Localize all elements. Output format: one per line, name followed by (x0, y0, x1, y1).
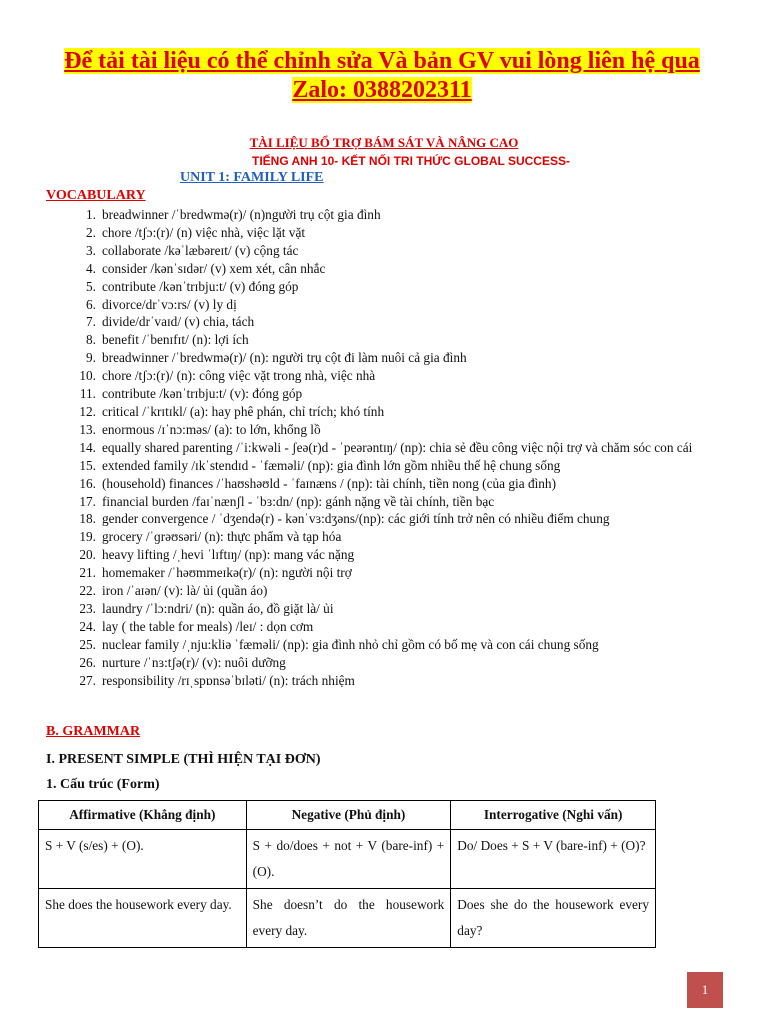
vocabulary-item-number: 7. (86, 314, 96, 330)
vocabulary-item-text: equally shared parenting /ˈi:kwəli - ʃeə(r)d - ˈpeərəntɪŋ/ (np): chia sẻ đều công việc nội trợ và chăm sóc con cái (102, 439, 693, 455)
vocabulary-item (70, 349, 730, 367)
table-row (39, 889, 656, 948)
form-table (38, 800, 656, 948)
unit-title: UNIT 1: FAMILY LIFE (180, 170, 324, 185)
vocabulary-item (70, 457, 730, 475)
table-row (39, 830, 656, 889)
vocabulary-item-text: collaborate /kəˈlæbəreɪt/ (v) cộng tác (102, 242, 299, 258)
vocabulary-item (70, 618, 730, 636)
vocabulary-item-number: 16. (79, 475, 96, 491)
vocabulary-item-number: 4. (86, 260, 96, 276)
grammar-heading: B. GRAMMAR (46, 724, 141, 739)
vocabulary-item-text: heavy lifting /ˌhevi ˈlɪftɪŋ/ (np): mang vác nặng (102, 547, 355, 563)
vocabulary-item (70, 475, 730, 493)
vocabulary-item-number: 18. (79, 511, 96, 527)
vocabulary-item-text: benefit /ˈbenɪfɪt/ (n): lợi ích (102, 332, 249, 348)
vocabulary-item (70, 654, 730, 672)
vocabulary-item-number: 5. (86, 278, 96, 294)
vocabulary-item (70, 385, 730, 403)
vocabulary-item-number: 21. (79, 565, 96, 581)
vocabulary-item-number: 3. (86, 242, 96, 258)
vocabulary-item-number: 13. (79, 421, 96, 437)
vocabulary-item (70, 206, 730, 224)
vocabulary-heading: VOCABULARY (46, 188, 146, 203)
vocabulary-item-text: (household) finances /ˈhaʊshəʊld - ˈfaɪnæns / (np): tài chính, tiền nong (của gia đình) (102, 475, 557, 491)
vocabulary-item-number: 24. (79, 618, 96, 634)
table-cell: She doesn’t do the housework every day. (246, 889, 451, 948)
vocabulary-item (70, 278, 730, 296)
vocabulary-item-text: breadwinner /ˈbredwmə(r)/ (n): người trụ cột đi làm nuôi cả gia đình (102, 350, 467, 366)
vocabulary-item-text: extended family /ɪkˈstendɪd - ˈfæməli/ (np): gia đình lớn gồm nhiều thế hệ chung sống (102, 457, 561, 473)
vocabulary-item-number: 9. (86, 350, 96, 366)
vocabulary-item (70, 493, 730, 511)
table-header-cell: Affirmative (Khẳng định) (39, 801, 247, 830)
table-cell: She does the housework every day. (39, 889, 247, 948)
grammar-subsection-title: 1. Cấu trúc (Form) (46, 777, 160, 792)
vocabulary-item-number: 20. (79, 547, 96, 563)
vocabulary-item (70, 403, 730, 421)
vocabulary-item-text: enormous /ɪˈnɔ:məs/ (a): to lớn, khổng lồ (102, 421, 321, 437)
vocabulary-item-text: consider /kənˈsɪdər/ (v) xem xét, cân nhắc (102, 260, 326, 276)
vocabulary-item-text: contribute /kənˈtrɪbju:t/ (v) đóng góp (102, 278, 299, 294)
vocabulary-item-text: homemaker /ˈhəʊmmeɪkə(r)/ (n): người nội trợ (102, 565, 352, 581)
table-header-cell: Negative (Phủ định) (246, 801, 451, 830)
vocabulary-item-text: laundry /ˈlɔ:ndri/ (n): quần áo, đồ giặt là/ ủi (102, 600, 334, 616)
contact-banner (46, 47, 718, 105)
vocabulary-item-number: 27. (79, 672, 96, 688)
vocabulary-item-text: gender convergence / ˈdʒendə(r) - kənˈvɜ:dʒəns/(np): các giới tính trở nên có nhiều điểm chung (102, 511, 610, 527)
vocabulary-item-text: lay ( the table for meals) /leɪ/ : dọn cơm (102, 618, 314, 634)
vocabulary-item (70, 367, 730, 385)
banner-line-2: Zalo: 0388202311 (292, 77, 472, 103)
vocabulary-item (70, 528, 730, 546)
vocabulary-item (70, 582, 730, 600)
vocabulary-item-text: chore /tʃɔ:(r)/ (n) việc nhà, việc lặt vặt (102, 224, 306, 240)
vocabulary-item-text: financial burden /faɪˈnænʃl - ˈbɜ:dn/ (np): gánh nặng về tài chính, tiền bạc (102, 493, 495, 509)
vocabulary-item-text: nurture /ˈnɜ:tʃə(r)/ (v): nuôi dưỡng (102, 654, 286, 670)
vocabulary-item (70, 313, 730, 331)
page-number-badge: 1 (687, 972, 723, 1008)
vocabulary-item (70, 510, 730, 528)
vocabulary-item (70, 600, 730, 618)
vocabulary-item (70, 421, 730, 439)
vocabulary-item-text: divide/drˈvaɪd/ (v) chia, tách (102, 314, 255, 330)
table-cell: S + do/does + not + V (bare-inf) + (O). (246, 830, 451, 889)
vocabulary-item (70, 296, 730, 314)
vocabulary-item-number: 2. (86, 224, 96, 240)
vocabulary-item-text: iron /ˈaɪən/ (v): là/ ủi (quần áo) (102, 583, 268, 599)
vocabulary-item-number: 26. (79, 654, 96, 670)
vocabulary-item-text: grocery /ˈɡrəʊsəri/ (n): thực phẩm và tạp hóa (102, 529, 342, 545)
vocabulary-item (70, 260, 730, 278)
table-cell: Does she do the housework every day? (451, 889, 656, 948)
vocabulary-item-number: 1. (86, 207, 96, 222)
vocabulary-item-number: 19. (79, 529, 96, 545)
vocabulary-item-number: 17. (79, 493, 96, 509)
vocabulary-item (70, 224, 730, 242)
vocabulary-item (70, 636, 730, 654)
table-cell: S + V (s/es) + (O). (39, 830, 247, 889)
course-title: TIẾNG ANH 10- KẾT NỐI TRI THỨC GLOBAL SUCCESS- (252, 154, 570, 168)
vocabulary-item (70, 672, 730, 690)
vocabulary-item (70, 331, 730, 349)
vocabulary-item-text: nuclear family /ˌnju:kliə ˈfæməli/ (np): gia đình nhỏ chỉ gồm có bố mẹ và con cái chung sống (102, 636, 599, 652)
vocabulary-item-number: 11. (79, 386, 96, 402)
vocabulary-item-text: responsibility /rɪˌspɒnsəˈbɪləti/ (n): trách nhiệm (102, 672, 355, 688)
vocabulary-item-number: 23. (79, 600, 96, 616)
vocabulary-item-number: 6. (86, 296, 96, 312)
table-cell: Do/ Does + S + V (bare-inf) + (O)? (451, 830, 656, 889)
vocabulary-item-number: 8. (86, 332, 96, 348)
vocabulary-item-number: 14. (79, 439, 96, 455)
vocabulary-item-number: 15. (79, 457, 96, 473)
table-header-row (39, 801, 656, 830)
vocabulary-item-number: 10. (79, 368, 96, 384)
vocabulary-item-text: critical /ˈkrɪtɪkl/ (a): hay phê phán, chỉ trích; khó tính (102, 403, 385, 419)
vocabulary-item-text: contribute /kənˈtrɪbju:t/ (v): đóng góp (102, 386, 303, 402)
grammar-section-title: I. PRESENT SIMPLE (THÌ HIỆN TẠI ĐƠN) (46, 752, 321, 767)
vocabulary-item-number: 12. (79, 403, 96, 419)
vocabulary-item (70, 564, 730, 582)
vocabulary-item-number: 22. (79, 583, 96, 599)
vocabulary-item-text: divorce/drˈvɔ:rs/ (v) ly dị (102, 296, 237, 312)
vocabulary-item (70, 439, 730, 457)
vocabulary-item-text: chore /tʃɔ:(r)/ (n): công việc vặt trong nhà, việc nhà (102, 368, 376, 384)
document-subtitle: TÀI LIỆU BỔ TRỢ BÁM SÁT VÀ NÂNG CAO (249, 135, 519, 150)
vocabulary-item (70, 546, 730, 564)
vocabulary-item-text: breadwinner /ˈbredwmə(r)/ (n)người trụ cột gia đình (102, 207, 381, 222)
vocabulary-item (70, 242, 730, 260)
vocabulary-item-number: 25. (79, 636, 96, 652)
banner-line-1: Để tải tài liệu có thể chỉnh sửa Và bản GV vui lòng liên hệ qua (64, 48, 700, 74)
table-header-cell: Interrogative (Nghi vấn) (451, 801, 656, 830)
vocabulary-list (70, 206, 730, 689)
